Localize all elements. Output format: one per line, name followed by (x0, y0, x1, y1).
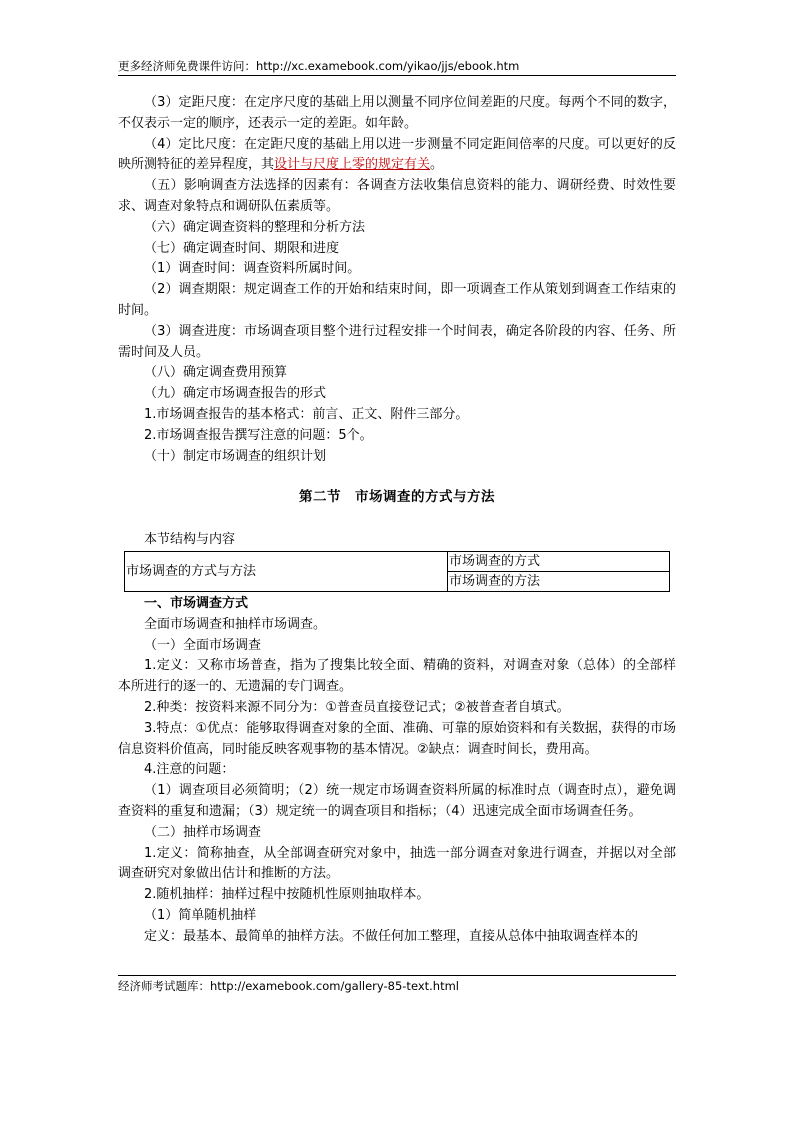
header-label: 更多经济师免费课件访问： (118, 59, 256, 73)
paragraph-simple-random: （1）简单随机抽样 (144, 907, 257, 923)
paragraph-interval-scale: （3）定距尺度：在定序尺度的基础上用以测量不同序位间差距的尺度。每两个不同的数字，不仅表示一定的顺序，还表示一定的差距。如年龄。 (118, 95, 676, 131)
ratio-scale-text: （4）定比尺度：在定距尺度的基础上用以进一步测量不同定距间倍率的尺度。可以更好的反映所测特征的差异程度，其 (118, 136, 676, 173)
header-url-link[interactable]: http://xc.examebook.com/yikao/jjs/ebook.htm (256, 59, 520, 73)
paragraph-survey-time: （1）调查时间：调查资料所属时间。 (144, 261, 361, 277)
paragraph-simple-random-definition: 定义：最基本、最简单的抽样方法。不做任何加工整理，直接从总体中抽取调查样本的 (144, 928, 639, 944)
document-body (118, 93, 676, 947)
paragraph-census-heading: （一）全面市场调查 (144, 637, 262, 653)
paragraph-sampling-heading: （二）抽样市场调查 (144, 824, 262, 840)
paragraph-report-notes: 2.市场调查报告撰写注意的问题：5个。 (144, 427, 373, 443)
paragraph-census-notes-heading: 4.注意的问题： (144, 762, 235, 778)
paragraph-item-8: （八）确定调查费用预算 (144, 365, 288, 381)
table-cell-main: 市场调查的方式与方法 (125, 551, 448, 591)
paragraph-census-notes: （1）调查项目必须简明；（2）统一规定市场调查资料所属的标准时点（调查时点），避免调查资料的重复和遗漏；（3）规定统一的调查项目和指标；（4）迅速完成全面市场调查任务。 (118, 783, 676, 819)
heading-survey-modes: 一、市场调查方式 (144, 595, 249, 611)
page-header (118, 58, 676, 76)
footer-label: 经济师考试题库： (118, 979, 210, 993)
paragraph-method-factors: （五）影响调查方法选择的因素有：各调查方法收集信息资料的能力、调研经费、时效性要求、调查对象特点和调研队伍素质等。 (118, 178, 676, 214)
table-cell-methods-mode: 市场调查的方式 (448, 551, 670, 571)
ratio-scale-end: 。 (430, 157, 444, 173)
paragraph-census-types: 2.种类：按资料来源不同分为：①普查员直接登记式；②被普查者自填式。 (144, 699, 570, 715)
paragraph-ratio-scale (118, 135, 676, 177)
page-footer (118, 975, 676, 994)
paragraph-item-10: （十）制定市场调查的组织计划 (144, 448, 327, 464)
paragraph-item-6: （六）确定调查资料的整理和分析方法 (144, 219, 366, 235)
structure-label: 本节结构与内容 (144, 532, 236, 548)
paragraph-census-features: 3.特点：①优点：能够取得调查对象的全面、准确、可靠的原始资料和有关数据，获得的市场信息资料价值高，同时能反映客观事物的基本情况。②缺点：调查时间长，费用高。 (118, 720, 676, 757)
table-row (125, 551, 670, 571)
zero-definition-link[interactable]: 设计与尺度上零的规定有关 (274, 157, 431, 173)
footer-url-link[interactable]: http://examebook.com/gallery-85-text.html (210, 979, 459, 993)
section-title: 第二节 市场调查的方式与方法 (299, 489, 495, 506)
paragraph-item-9: （九）确定市场调查报告的形式 (144, 386, 327, 402)
table-cell-methods: 市场调查的方法 (448, 571, 670, 591)
paragraph-modes-summary: 全面市场调查和抽样市场调查。 (144, 616, 327, 632)
paragraph-random-sampling: 2.随机抽样：抽样过程中按随机性原则抽取样本。 (144, 887, 430, 903)
structure-table (124, 551, 670, 592)
paragraph-survey-period: （2）调查期限：规定调查工作的开始和结束时间，即一项调查工作从策划到调查工作结束的时间。 (118, 282, 676, 318)
paragraph-item-7: （七）确定调查时间、期限和进度 (144, 240, 340, 256)
paragraph-survey-progress: （3）调查进度：市场调查项目整个进行过程安排一个时间表，确定各阶段的内容、任务、所需时间及人员。 (118, 323, 676, 360)
paragraph-sampling-definition: 1.定义：简称抽查，从全部调查研究对象中，抽选一部分调查对象进行调查，并据以对全部调查研究对象做出估计和推断的方法。 (118, 845, 676, 882)
paragraph-census-definition: 1.定义：又称市场普查，指为了搜集比较全面、精确的资料，对调查对象（总体）的全部样本所进行的逐一的、无遗漏的专门调查。 (118, 658, 676, 695)
paragraph-report-format: 1.市场调查报告的基本格式：前言、正文、附件三部分。 (144, 406, 469, 422)
